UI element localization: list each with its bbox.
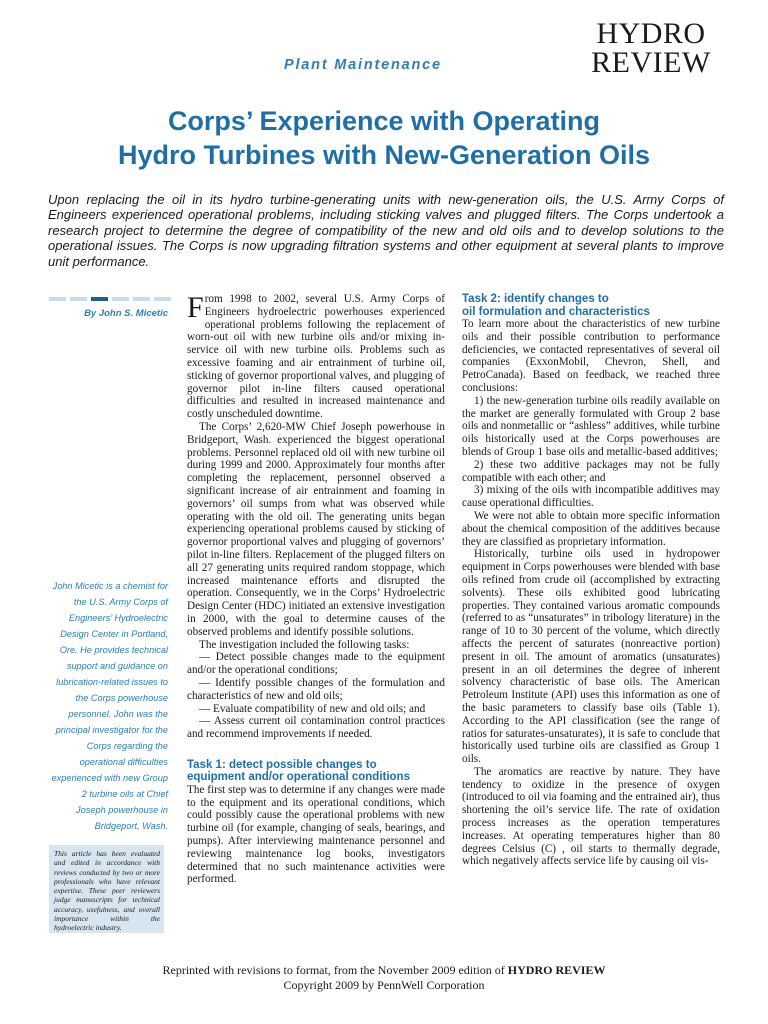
logo-line-1: HYDRO [596,17,706,50]
dash [154,297,171,301]
footer-line-1: Reprinted with revisions to format, from the November 2009 edition of HYDRO REVIEW [162,963,606,977]
paragraph: The Corps’ 2,620-MW Chief Joseph powerhouse in Bridgeport, Wash. experienced the biggest operational problems. Personnel replaced old oil with new turbine oil during 1999 and 2000. Approximately four months after completing the replacement, personnel observed a significant increase of air entrainment and foaming in governors’ oil sumps from what was observed while operating with the old oil. The generating units began experiencing operational problems caused by sticking of governor proportional valves and plugging of governors’ pilot in-line filters. Replacement of the plugged filters on all 27 generating units required random stoppage, which increased maintenance efforts and disrupted the operation. Consequently, we in the Corps’ Hydroelectric Design Center (HDC) initiated an extensive investigation in 2000, with the goal to determine causes of the observed problems and identify possible solutions. [187,420,445,638]
section-label: Plant Maintenance [284,57,442,73]
paragraph: The first step was to determine if any changes were made to the equipment and its operational conditions, which could possibly cause the operational problems with new turbine oil (for example, changing of seals, bearings, and pumps). After interviewing maintenance personnel and reviewing maintenance log books, investigators determined that no such maintenance activities were performed. [187,783,445,886]
subhead-task-2: Task 2: identify changes to oil formulation and characteristics [462,293,650,318]
subhead-task-1: Task 1: detect possible changes to equipment and/or operational conditions [187,758,410,784]
paragraph: The aromatics are reactive by nature. They have tendency to oxidize in the presence of oxygen (introduced to oil via foaming and the entrained air), thus shortening the oil’s service life. The rate of oxidation process increases as the operation temperatures increases. At operating temperatures higher than 80 degrees Celsius (C) , oil starts to thermally degrade, which negatively affects service life by causing oil vis- [462,765,720,868]
author-bio: John Micetic is a chemist for the U.S. Army Corps of Engineers’ Hydroelectric Design Center in Portland, Ore. He provides technical support and guidance on lubrication-related issues to the Corps powerhouse personnel. John was the principal investigator for the Corps regarding the operational difficulties experienced with new Group 2 turbine oils at Chief Joseph powerhouse in Bridgeport, Wash. [51,581,168,831]
paragraph: We were not able to obtain more specific information about the chemical composition of the additives because they are classified as proprietary information. [462,509,720,548]
paragraph: To learn more about the characteristics of new turbine oils and their possible contribution to performance deficiencies, we contacted representatives of several oil companies (ExxonMobil, Chevron, Shell, and PetroCanada). Based on feedback, we reached three conclusions: [462,318,720,394]
article-deck: Upon replacing the oil in its hydro turbine-generating units with new-generation oils, the U.S. Army Corps of Engineers experienced operational problems, including sticking valves and plugged filters. The Corps undertook a research project to determine the degree of compatibility of the new and old oils and to develop solutions to the operational issues. The Corps is now upgrading filtration systems and other equipment at several plants to improve unit performance. [48,192,724,269]
reprint-footer [0,963,768,992]
title-line-2: Hydro Turbines with New-Generation Oils [117,140,651,170]
dash [133,297,150,301]
body-column-1 [187,293,445,886]
dash [70,297,87,301]
title-line-1: Corps’ Experience with Operating [167,106,601,136]
article-title [30,104,738,172]
hydro-review-logo [578,17,724,79]
list-item: — Detect possible changes made to the equipment and/or the operational conditions; [187,651,445,677]
dash [112,297,129,301]
list-item: 3) mixing of the oils with incompatible additives may cause operational difficulties. [462,484,720,510]
drop-cap: F [187,291,204,324]
list-item: — Assess current oil contamination control practices and recommend improvements if needed. [187,715,445,741]
paragraph: Historically, turbine oils used in hydropower equipment in Corps powerhouses were blended with base oils refined from crude oil (accomplished by extracting solvents). These oils exhibited good lubricating properties. They contained various aromatic compounds (referred to as “unsaturates” in tribology literature) in the range of 10 to 30 percent of the volume, which directly affects the percent of saturates (nonreactive portion) present in oil. The amount of aromatics (unsaturates) present in an oil determines the degree of inherent solvency characteristic of base oils. The American Petroleum Institute (API) uses this information as one of the basic parameters to classify base oils (Table 1). According to the API classification (see the range of ratios for saturates-unsaturates), it is safe to conclude that historically used turbine oils are classified as Group 1 oils. [462,548,720,766]
byline: By John S. Micetic [84,308,168,319]
paragraph: From 1998 to 2002, several U.S. Army Corps of Engineers hydroelectric powerhouses experienced operational problems following the replacement of worn-out oil with new turbine oils and/or mixing in-service oil with new turbine oils. Problems such as excessive foaming and air entrainment of turbine oil, sticking of governor proportional valves, and plugging of governor pilot in-line filters caused operational difficulties and resulted in increased maintenance and costly unscheduled downtime. [187,291,445,421]
paragraph: The investigation included the following tasks: [199,638,410,651]
list-item: — Identify possible changes of the formulation and characteristics of new and old oils; [187,676,445,702]
logo-line-2: REVIEW [591,46,711,79]
list-item: 1) the new-generation turbine oils readily available on the market are generally formulated with Group 2 base oils and nonmetallic or “ashless” additives, while turbine oils historically used at the Corps powerhouses are blends of Group 1 base oils and metallic-based additives; [462,394,720,458]
footer-publication: HYDRO REVIEW [507,963,606,977]
list-item: — Evaluate compatibility of new and old oils; and [199,702,426,715]
footer-line-2: Copyright 2009 by PennWell Corporation [283,977,485,992]
decorative-dashes [49,297,171,301]
body-column-2 [462,293,720,868]
dash [49,297,66,301]
dash-accent [91,297,108,301]
peer-review-note: This article has been evaluated and edited in accordance with reviews conducted by two or more professionals who have relevant expertise. These peer reviewers judge manuscripts for technical accuracy, usefulness, and overall importance within the hydroelectric industry. [49,845,164,933]
list-item: 2) these two additive packages may not be fully compatible with each other; and [462,458,720,484]
